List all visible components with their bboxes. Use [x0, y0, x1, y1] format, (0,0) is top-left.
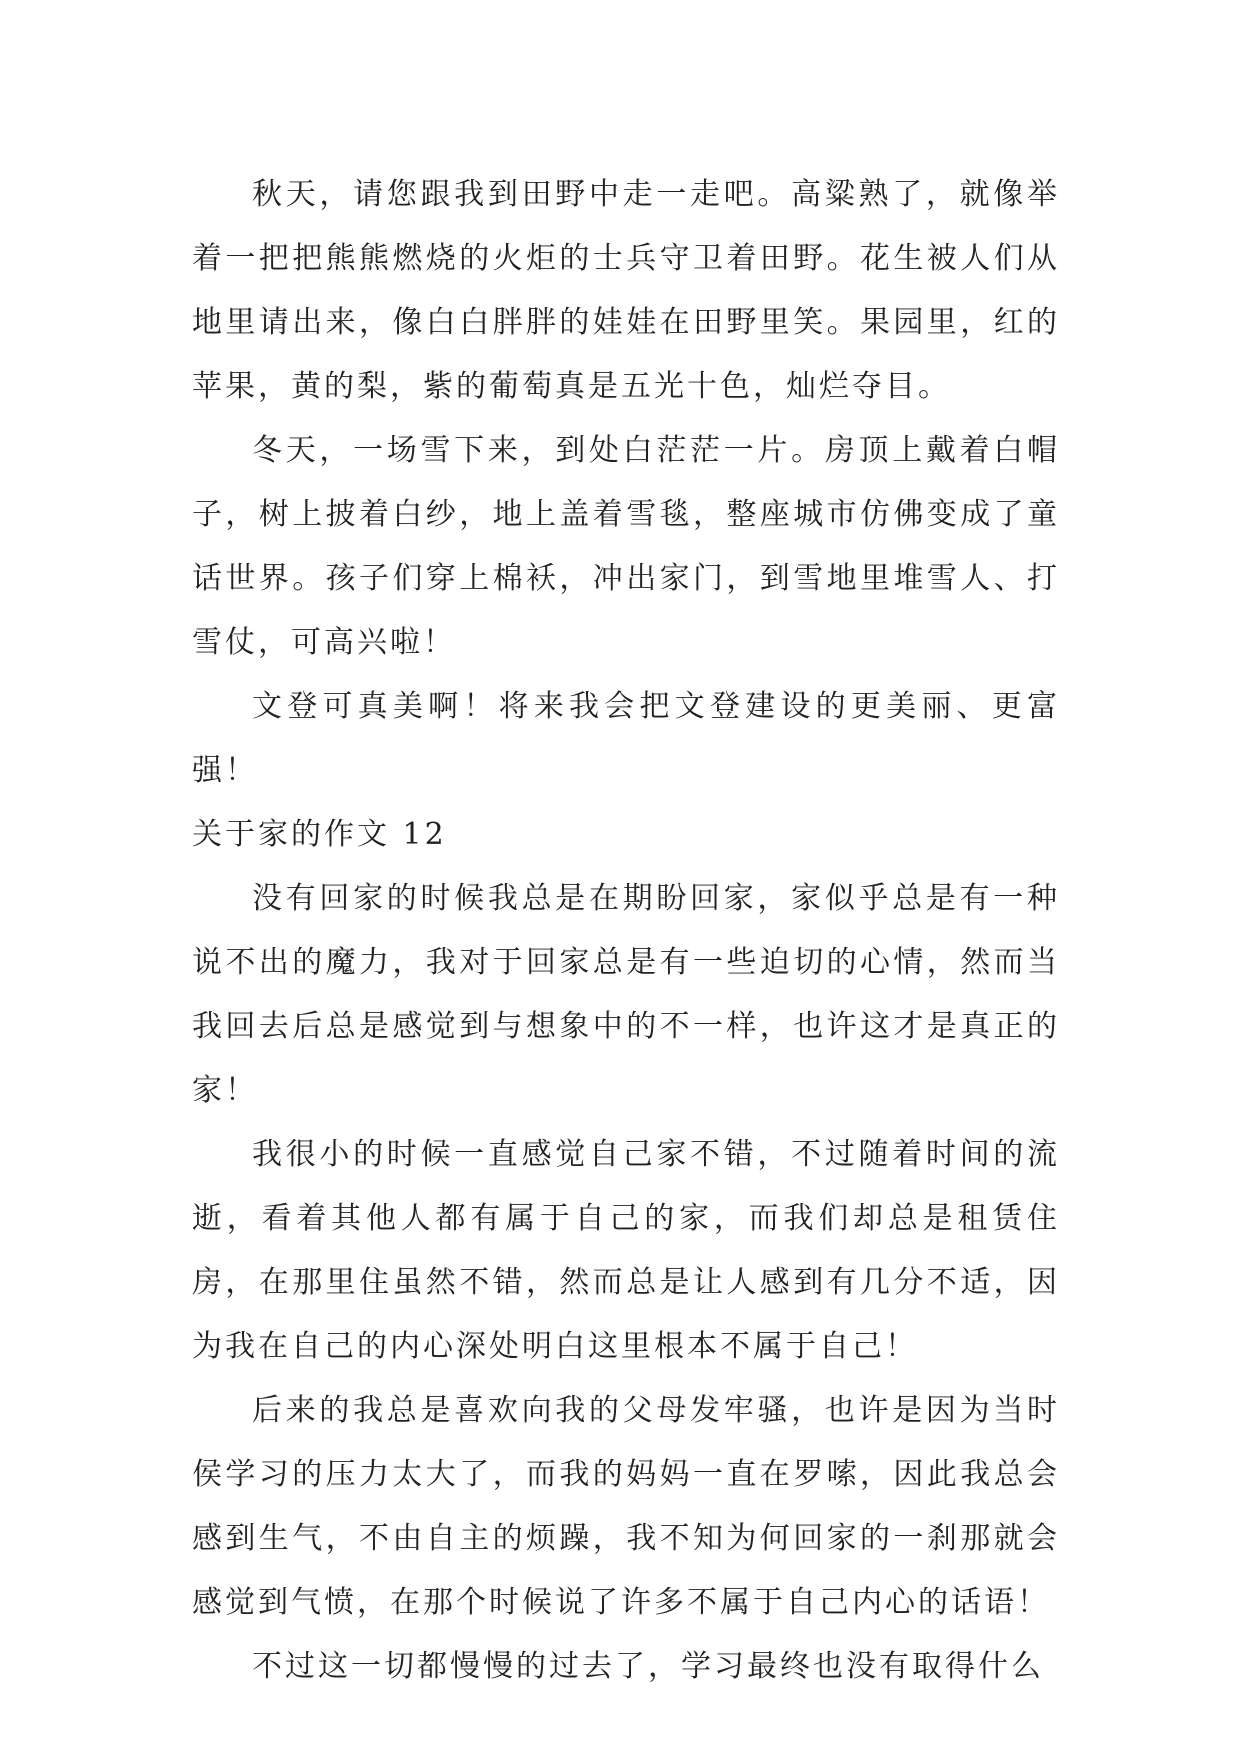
- paragraph-home-3: 后来的我总是喜欢向我的父母发牢骚，也许是因为当时侯学习的压力太大了，而我的妈妈一直在罗嗦，因此我总会感到生气，不由自主的烦躁，我不知为何回家的一刹那就会感觉到气愤，在那个时候说了许多不属于自己内心的话语！: [192, 1393, 1060, 1620]
- paragraph-wendeng: 文登可真美啊！将来我会把文登建设的更美丽、更富强！: [192, 689, 1060, 788]
- paragraph-autumn: 秋天，请您跟我到田野中走一走吧。高粱熟了，就像举着一把把熊熊燃烧的火炬的士兵守卫着田野。花生被人们从地里请出来，像白白胖胖的娃娃在田野里笑。果园里，红的苹果，黄的梨，紫的葡萄真是五光十色，灿烂夺目。: [192, 177, 1060, 404]
- paragraph-winter: 冬天，一场雪下来，到处白茫茫一片。房顶上戴着白帽子，树上披着白纱，地上盖着雪毯，整座城市仿佛变成了童话世界。孩子们穿上棉袄，冲出家门，到雪地里堆雪人、打雪仗，可高兴啦！: [192, 433, 1060, 660]
- document-body: [192, 163, 1060, 1699]
- paragraph-home-4: 不过这一切都慢慢的过去了，学习最终也没有取得什么: [252, 1649, 1044, 1684]
- paragraph-home-1: 没有回家的时候我总是在期盼回家，家似乎总是有一种说不出的魔力，我对于回家总是有一些迫切的心情，然而当我回去后总是感觉到与想象中的不一样，也许这才是真正的家！: [192, 881, 1060, 1108]
- paragraph-home-2: 我很小的时候一直感觉自己家不错，不过随着时间的流逝，看着其他人都有属于自己的家，而我们却总是租赁住房，在那里住虽然不错，然而总是让人感到有几分不适，因为我在自己的内心深处明白这里根本不属于自己！: [192, 1137, 1060, 1364]
- section-title: 关于家的作文 12: [192, 817, 447, 852]
